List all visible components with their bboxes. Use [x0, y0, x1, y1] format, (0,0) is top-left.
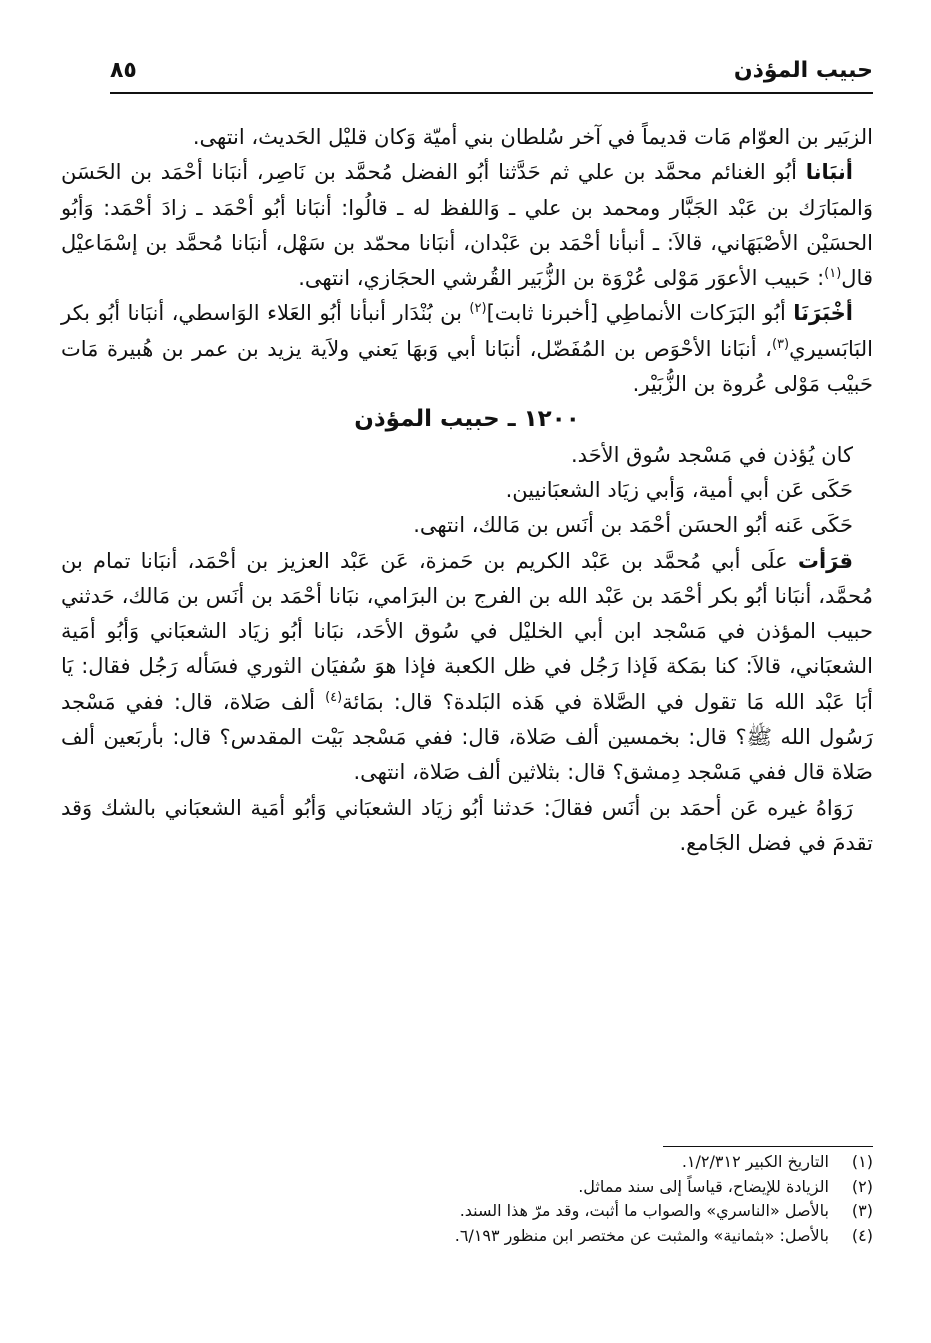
page-number: ٨٥	[110, 58, 137, 83]
footnote-item	[61, 1199, 873, 1224]
footnote-text: التاريخ الكبير ١/٢/٣١٢.	[681, 1152, 829, 1171]
footnote-text: بالأصل: «بثمانية» والمثبت عن مختصر ابن منظور ٦/١٩٣.	[454, 1225, 829, 1245]
paragraph-text: ، أنبَانا الأحْوَص بن المُفَضّل، أنبَانا أبي وَبهَا يَعني ولاَية يزيد بن عمر بن هُبيرة مَات حَبيْب مَوْلى عُروة بن الزُّبَيْر.	[61, 336, 873, 397]
paragraph-closing: رَوَاهُ غيره عَن أحمَد بن أنَس فقالَ: حَدثنا أبُو زيَاد الشعبَاني وَأبُو أمَية الشعبَاني بالشك وَقد تقدمَ في فضل الجَامع.	[61, 795, 873, 855]
paragraph-isnad-3	[61, 544, 873, 791]
paragraph-text: ألف صَلاة، قال: ففي مَسْجد رَسُول الله ﷺ؟ قال: بخمسين ألف صَلاة، قال: ففي مَسْجد بَيْت المقدس؟ قال: بأربَعين ألف صَلاة قال ففي مَسْجد دِمشق؟ قال: بثلاثين ألف صَلاة، انتهى.	[61, 689, 873, 785]
entry-heading: ١٢٠٠ ـ حبيب المؤذن	[354, 406, 580, 433]
paragraph-lead-word: أخْبَرَنَا	[793, 301, 853, 326]
footnote-text: الزيادة للإيضاح، قياساً إلى سند مماثل.	[578, 1176, 829, 1196]
running-head	[110, 52, 873, 94]
footnote-item	[61, 1224, 873, 1249]
paragraph-lead-word: أنبَانا	[805, 160, 853, 185]
footnote-number: (٢)	[851, 1176, 873, 1196]
footnote-divider	[663, 1146, 873, 1147]
footnotes	[61, 1150, 873, 1248]
footnote-text: بالأصل «الناسري» والصواب ما أثبت، وقد مرّ هذا السند.	[459, 1201, 829, 1220]
footnote-reference: (٢)	[469, 301, 487, 317]
paragraph-isnad-1	[61, 155, 873, 296]
footnote-number: (١)	[851, 1152, 873, 1171]
footnote-item	[61, 1175, 873, 1200]
body-text	[61, 120, 873, 861]
footnote-reference: (٤)	[325, 689, 343, 705]
footnote-number: (٤)	[851, 1225, 873, 1245]
entry-line: حَكَى عَن أبي أمية، وَأبي زيَاد الشعبَانيين.	[505, 477, 853, 502]
running-title: حبيب المؤذن	[733, 58, 873, 83]
footnote-reference: (١)	[824, 266, 842, 282]
paragraph-text: أبُو الغنائم محمَّد بن علي ثم حَدَّثنا أبُو الفضل مُحمَّد بن نَاصِر، أنبَانا أحْمَد بن الحَسَن وَالمبَارَك بن عَبْد الجَبَّار ومحمد بن علي ـ وَاللفظ له ـ قالُوا: أنبَانا أبُو أحْمَد ـ زادَ أحْمَد: وَأبُو الحسَيْن الأصْبَهَاني، قالاَ: ـ أنبأنا أحْمَد بن عَبْدان، أنبَانا محمّد بن سَهْل، أنبَانا مُحمَّد بن إسْمَاعيْل قال	[61, 160, 873, 291]
paragraph-text: بن بُنْدَار أنبأنا أبُو العَلاء الوَاسطي، أنبَانا أبُو بكر البَابَسيري	[61, 301, 873, 361]
entry-line: حَكَى عَنه أبُو الحسَن أحْمَد بن أنَس بن مَالك، انتهى.	[413, 513, 853, 538]
paragraph-text: : حَبيب الأعوَر مَوْلى عُرْوَة بن الزُّبَير القُرشي الحجَازي، انتهى.	[298, 266, 825, 291]
paragraph-text: أبُو البَرَكات الأنماطِي [أخبرنا ثابت]	[486, 301, 794, 326]
paragraph-text: علَى أبي مُحمَّد بن عَبْد الكريم بن حَمزة، عَن عَبْد العزيز بن أحْمَد، أنبَانا تمام بن مُحمَّد، أنبَانا أبُو بكر أحْمَد بن عَبْد الله بن الفرج بن البرَامي، نبَانا أحْمَد بن أنَس بن مَالك، حَدثني حبيب المؤذن في مَسْجد ابن أبي الخليْل في سُوق الأحَد، نبَانا أبُو زيَاد الشعبَاني وَأبُو أمَية الشعبَاني، قالاَ: كنا بمَكة فَإذا رَجُل في ظل الكعبة فإذا هوَ سُفيَان الثوري فسَأله رَجُل فقال: يَا أبَا عَبْد الله مَا تقول في الصَّلاة في هَذه البَلدة؟ قال: بمَائة	[61, 548, 873, 714]
footnote-reference: (٣)	[771, 336, 790, 352]
footnote-number: (٣)	[851, 1201, 873, 1220]
footnote-item	[61, 1150, 873, 1175]
paragraph-continuation: الزبَير بن العوّام مَات قديماً في آخر سُلطان بني أميّة وَكان قليْل الحَديث، انتهى.	[192, 125, 873, 149]
entry-line: كان يُؤذن في مَسْجد سُوق الأحَد.	[571, 442, 853, 467]
paragraph-lead-word: قرَأت	[797, 548, 853, 573]
paragraph-isnad-2	[61, 296, 873, 402]
